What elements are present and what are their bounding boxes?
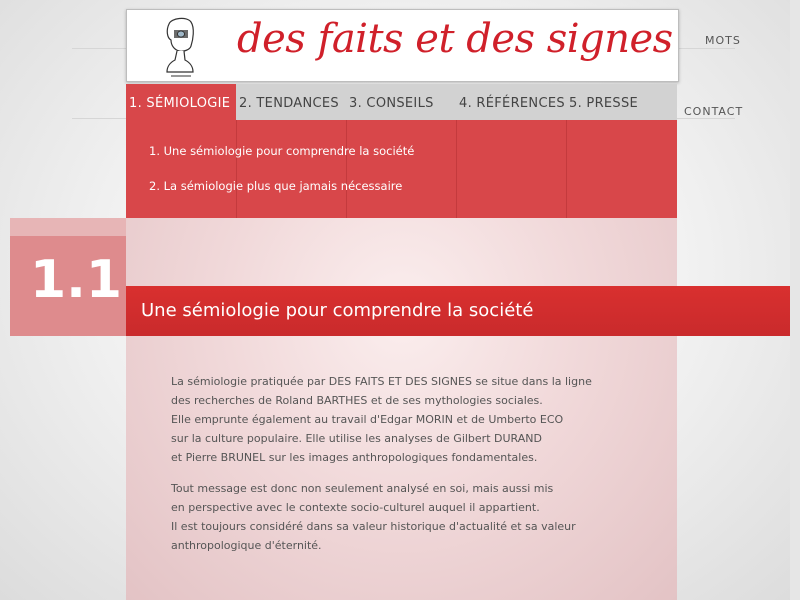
submenu-divider — [456, 120, 457, 218]
header-rule-left — [72, 48, 126, 49]
body-paragraph-1 — [171, 372, 592, 467]
tab-semiologie[interactable]: 1. SÉMIOLOGIE — [126, 84, 236, 120]
tab-rule-left — [72, 118, 126, 119]
paragraph-line: sur la culture populaire. Elle utilise les analyses de Gilbert DURAND — [171, 432, 542, 445]
submenu-divider — [346, 120, 347, 218]
paragraph-line: La sémiologie pratiquée par DES FAITS ET DES SIGNES se situe dans la ligne — [171, 375, 592, 388]
submenu-item-2[interactable]: 2. La sémiologie plus que jamais nécessaire — [149, 179, 403, 193]
nav-link-mots[interactable]: MOTS — [705, 34, 741, 47]
site-header — [126, 9, 679, 82]
header-rule-right — [677, 48, 735, 49]
paragraph-line: et Pierre BRUNEL sur les images anthropologiques fondamentales. — [171, 451, 538, 464]
nav-link-contact[interactable]: CONTACT — [684, 105, 744, 118]
paragraph-line: en perspective avec le contexte socio-culturel auquel il appartient. — [171, 501, 540, 514]
submenu-divider — [236, 120, 237, 218]
tab-rule-right — [677, 118, 735, 119]
paragraph-line: Il est toujours considéré dans sa valeur historique d'actualité et sa valeur — [171, 520, 576, 533]
semiologie-submenu — [126, 120, 677, 218]
tab-conseils[interactable]: 3. CONSEILS — [349, 96, 434, 111]
mascot-illustration-icon — [157, 16, 203, 78]
section-number: 1.1 — [30, 250, 123, 310]
section-title: Une sémiologie pour comprendre la société — [141, 300, 534, 321]
submenu-divider — [566, 120, 567, 218]
paragraph-line: Tout message est donc non seulement analysé en soi, mais aussi mis — [171, 482, 554, 495]
body-paragraph-2 — [171, 479, 576, 555]
paragraph-line: des recherches de Roland BARTHES et de ses mythologies sociales. — [171, 394, 543, 407]
site-title[interactable]: des faits et des signes — [237, 16, 673, 62]
tab-tendances[interactable]: 2. TENDANCES — [239, 96, 339, 111]
main-tab-bar — [126, 84, 677, 120]
submenu-item-1[interactable]: 1. Une sémiologie pour comprendre la société — [149, 144, 415, 158]
paragraph-line: anthropologique d'éternité. — [171, 539, 322, 552]
paragraph-line: Elle emprunte également au travail d'Edgar MORIN et de Umberto ECO — [171, 413, 564, 426]
tab-references[interactable]: 4. RÉFÉRENCES — [459, 96, 565, 111]
right-edge-strip — [790, 0, 800, 600]
tab-presse[interactable]: 5. PRESSE — [569, 96, 639, 111]
